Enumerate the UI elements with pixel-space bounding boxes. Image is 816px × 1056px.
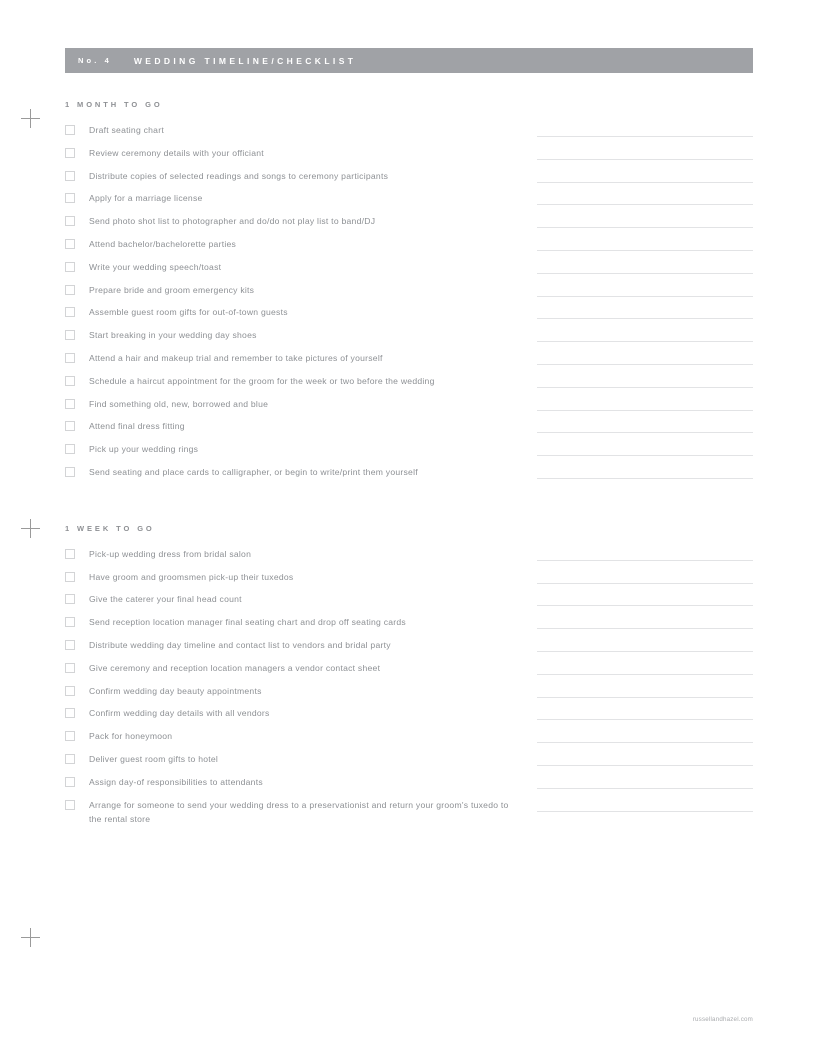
checkbox-icon[interactable] xyxy=(65,421,75,431)
checklist-item-label: Have groom and groomsmen pick-up their tuxedos xyxy=(89,571,294,582)
checkbox-icon[interactable] xyxy=(65,594,75,604)
checkbox-icon[interactable] xyxy=(65,171,75,181)
checklist-item[interactable] xyxy=(65,260,753,283)
write-in-line[interactable] xyxy=(537,182,753,183)
checkbox-icon[interactable] xyxy=(65,640,75,650)
checklist-item-label: Schedule a haircut appointment for the groom for the week or two before the wedding xyxy=(89,375,435,386)
checkbox-icon[interactable] xyxy=(65,549,75,559)
checklist-item[interactable] xyxy=(65,752,753,775)
write-in-line[interactable] xyxy=(537,560,753,561)
checklist-item-label: Send photo shot list to photographer and do/do not play list to band/DJ xyxy=(89,216,376,227)
write-in-line[interactable] xyxy=(537,341,753,342)
checklist-item-label: Review ceremony details with your officiant xyxy=(89,147,264,158)
write-in-line[interactable] xyxy=(537,159,753,160)
checklist-item[interactable] xyxy=(65,214,753,237)
checklist-item-label: Pick up your wedding rings xyxy=(89,444,199,455)
write-in-line[interactable] xyxy=(537,455,753,456)
checkbox-icon[interactable] xyxy=(65,800,75,810)
checklist-item[interactable] xyxy=(65,191,753,214)
checkbox-icon[interactable] xyxy=(65,708,75,718)
checklist-item-label: Send seating and place cards to calligrapher, or begin to write/print them yourself xyxy=(89,466,418,477)
checkbox-icon[interactable] xyxy=(65,239,75,249)
write-in-line[interactable] xyxy=(537,410,753,411)
checklist-item-label: Assign day-of responsibilities to attendants xyxy=(89,776,263,787)
crop-mark-icon xyxy=(21,928,40,947)
checklist-item-label: Confirm wedding day details with all vendors xyxy=(89,708,270,719)
checklist-rows xyxy=(65,547,753,827)
write-in-line[interactable] xyxy=(537,296,753,297)
write-in-line[interactable] xyxy=(537,742,753,743)
checklist-item-label: Arrange for someone to send your wedding dress to a preservationist and return your groom's tuxedo to the rental store xyxy=(89,799,509,825)
checklist-item-label: Give ceremony and reception location managers a vendor contact sheet xyxy=(89,662,381,673)
write-in-line[interactable] xyxy=(537,765,753,766)
checkbox-icon[interactable] xyxy=(65,731,75,741)
section-title: 1 WEEK TO GO xyxy=(65,523,155,533)
section-title: 1 MONTH TO GO xyxy=(65,100,163,109)
checklist-item[interactable] xyxy=(65,798,753,827)
checklist-item[interactable] xyxy=(65,570,753,593)
checklist-section xyxy=(65,100,753,488)
checkbox-icon[interactable] xyxy=(65,216,75,226)
checkbox-icon[interactable] xyxy=(65,285,75,295)
checklist-item[interactable] xyxy=(65,283,753,306)
checklist-item-label: Pick-up wedding dress from bridal salon xyxy=(89,548,252,559)
write-in-line[interactable] xyxy=(537,651,753,652)
checkbox-icon[interactable] xyxy=(65,376,75,386)
checklist-rows xyxy=(65,123,753,488)
checklist-item[interactable] xyxy=(65,442,753,465)
document-number: No. 4 xyxy=(78,56,112,65)
crop-mark-icon xyxy=(21,519,40,538)
checklist-item[interactable] xyxy=(65,729,753,752)
write-in-line[interactable] xyxy=(537,250,753,251)
checklist-item-label: Deliver guest room gifts to hotel xyxy=(89,753,219,764)
checklist-item-label: Distribute wedding day timeline and contact list to vendors and bridal party xyxy=(89,639,391,650)
write-in-line[interactable] xyxy=(537,273,753,274)
checkbox-icon[interactable] xyxy=(65,777,75,787)
checklist-item-label: Start breaking in your wedding day shoes xyxy=(89,330,257,341)
checklist-item-label: Send reception location manager final seating chart and drop off seating cards xyxy=(89,617,406,628)
write-in-line[interactable] xyxy=(537,204,753,205)
checklist-item[interactable] xyxy=(65,684,753,707)
checkbox-icon[interactable] xyxy=(65,572,75,582)
crop-mark-icon xyxy=(21,109,40,128)
checklist-item-label: Prepare bride and groom emergency kits xyxy=(89,284,255,295)
checklist-content xyxy=(65,100,753,827)
checkbox-icon[interactable] xyxy=(65,686,75,696)
checkbox-icon[interactable] xyxy=(65,125,75,135)
checklist-item-label: Attend final dress fitting xyxy=(89,421,185,432)
write-in-line[interactable] xyxy=(537,136,753,137)
write-in-line[interactable] xyxy=(537,364,753,365)
checklist-item-label: Find something old, new, borrowed and blue xyxy=(89,398,269,409)
checklist-item-label: Assemble guest room gifts for out-of-town guests xyxy=(89,307,288,318)
write-in-line[interactable] xyxy=(537,583,753,584)
checkbox-icon[interactable] xyxy=(65,148,75,158)
write-in-line[interactable] xyxy=(537,387,753,388)
write-in-line[interactable] xyxy=(537,811,753,812)
page-title: WEDDING TIMELINE/CHECKLIST xyxy=(133,55,357,66)
write-in-line[interactable] xyxy=(537,674,753,675)
checklist-item[interactable] xyxy=(65,615,753,638)
checklist-item[interactable] xyxy=(65,547,753,570)
write-in-line[interactable] xyxy=(537,227,753,228)
checklist-item-label: Pack for honeymoon xyxy=(89,731,173,742)
write-in-line[interactable] xyxy=(537,478,753,479)
checkbox-icon[interactable] xyxy=(65,330,75,340)
checklist-item-label: Apply for a marriage license xyxy=(89,193,203,204)
write-in-line[interactable] xyxy=(537,628,753,629)
checklist-item-label: Draft seating chart xyxy=(89,125,164,135)
footer-brand: russellandhazel.com xyxy=(692,1016,753,1023)
checklist-item[interactable] xyxy=(65,146,753,169)
checklist-item-label: Distribute copies of selected readings and songs to ceremony participants xyxy=(89,170,389,181)
checklist-item-label: Confirm wedding day beauty appointments xyxy=(89,685,262,696)
write-in-line[interactable] xyxy=(537,432,753,433)
checklist-item[interactable] xyxy=(65,465,753,488)
checklist-item[interactable] xyxy=(65,661,753,684)
checkbox-icon[interactable] xyxy=(65,307,75,317)
checklist-item[interactable] xyxy=(65,638,753,661)
checkbox-icon[interactable] xyxy=(65,353,75,363)
checkbox-icon[interactable] xyxy=(65,617,75,627)
write-in-line[interactable] xyxy=(537,318,753,319)
checkbox-icon[interactable] xyxy=(65,193,75,203)
checkbox-icon[interactable] xyxy=(65,663,75,673)
checkbox-icon[interactable] xyxy=(65,444,75,454)
checklist-item[interactable] xyxy=(65,328,753,351)
checklist-item[interactable] xyxy=(65,775,753,798)
checklist-item-label: Give the caterer your final head count xyxy=(89,594,242,605)
write-in-line[interactable] xyxy=(537,719,753,720)
write-in-line[interactable] xyxy=(537,697,753,698)
checklist-item[interactable] xyxy=(65,305,753,328)
checklist-item[interactable] xyxy=(65,123,753,146)
checklist-item[interactable] xyxy=(65,592,753,615)
checklist-item[interactable] xyxy=(65,419,753,442)
checklist-item[interactable] xyxy=(65,397,753,420)
checkbox-icon[interactable] xyxy=(65,262,75,272)
checklist-item[interactable] xyxy=(65,706,753,729)
checklist-section xyxy=(65,524,753,827)
checklist-item[interactable] xyxy=(65,237,753,260)
write-in-line[interactable] xyxy=(537,788,753,789)
write-in-line[interactable] xyxy=(537,605,753,606)
document-title-bar xyxy=(65,48,753,73)
checklist-item-label: Attend bachelor/bachelorette parties xyxy=(89,238,237,249)
checklist-item[interactable] xyxy=(65,374,753,397)
checklist-item-label: Write your wedding speech/toast xyxy=(89,261,222,272)
checklist-item-label: Attend a hair and makeup trial and remember to take pictures of yourself xyxy=(89,352,383,363)
checkbox-icon[interactable] xyxy=(65,467,75,477)
checklist-item[interactable] xyxy=(65,351,753,374)
checkbox-icon[interactable] xyxy=(65,399,75,409)
checklist-item[interactable] xyxy=(65,169,753,192)
checkbox-icon[interactable] xyxy=(65,754,75,764)
